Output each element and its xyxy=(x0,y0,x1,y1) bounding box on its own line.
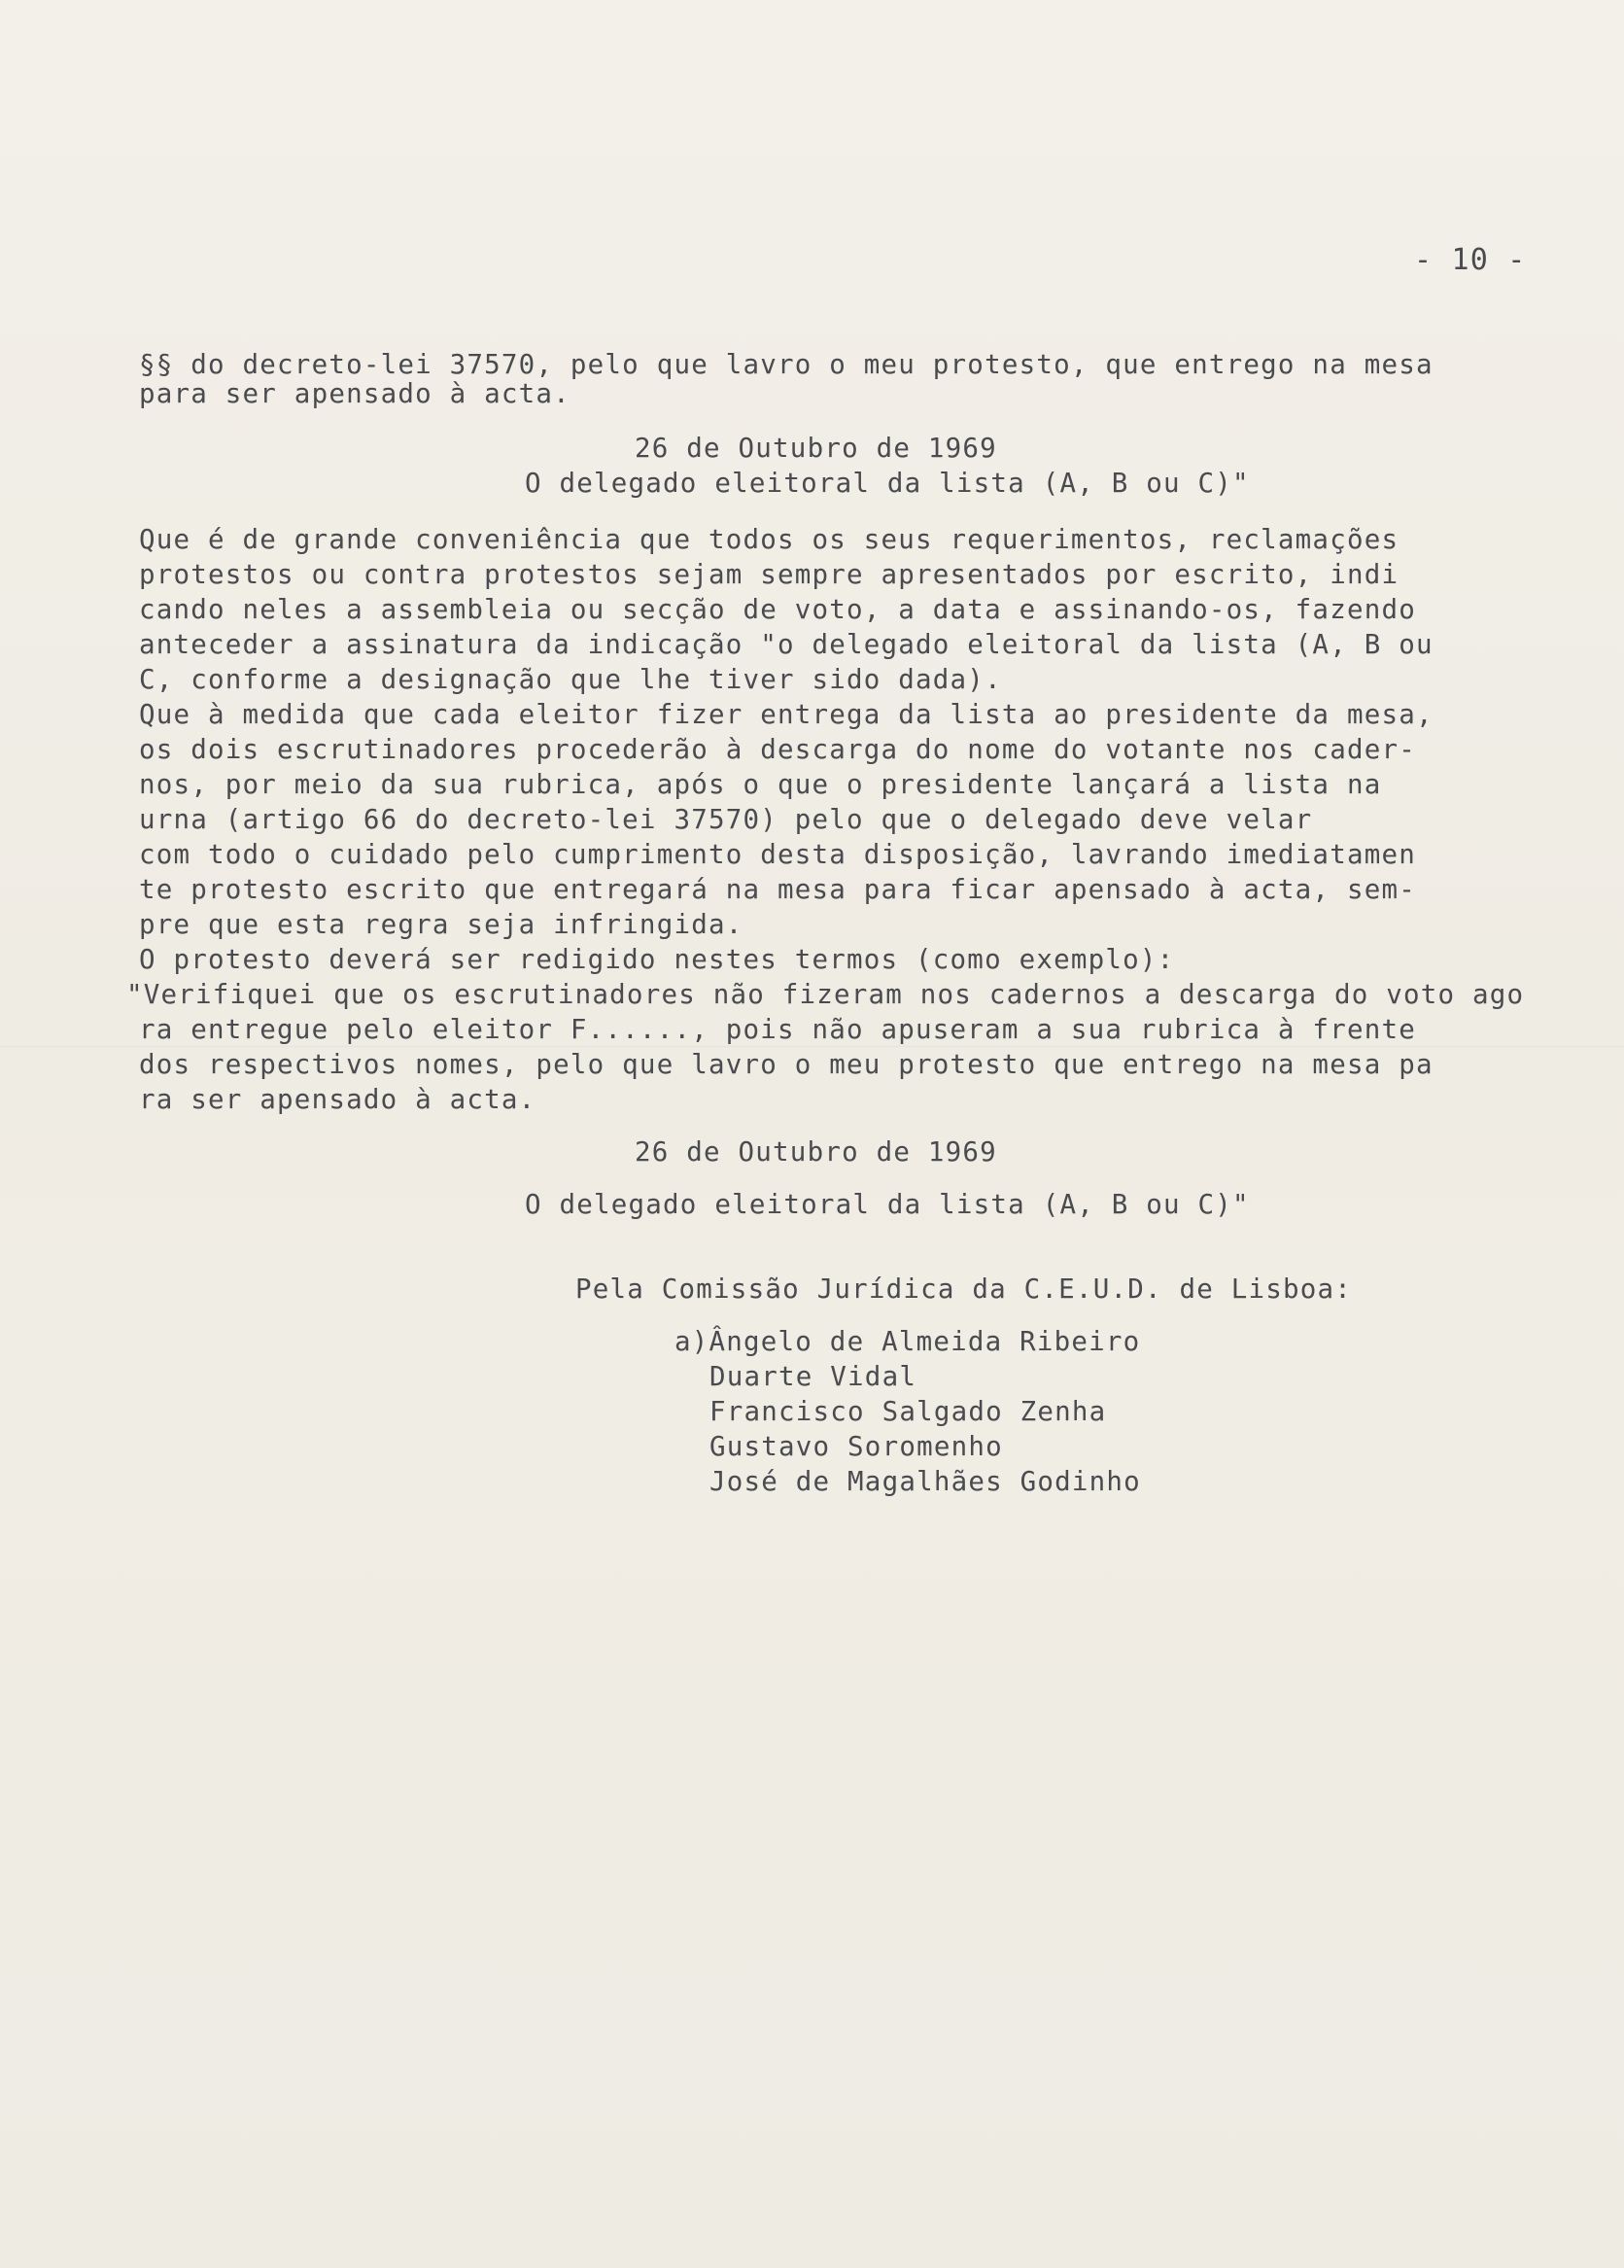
instruction-line: Que é de grande conveniência que todos os seus requerimentos, reclamações xyxy=(139,524,1399,555)
instruction-line: "Verifiquei que os escrutinadores não fizeram nos cadernos a descarga do voto ago xyxy=(126,979,1525,1010)
instruction-line: protestos ou contra protestos sejam sempre apresentados por escrito, indi xyxy=(139,559,1399,590)
instruction-line: cando neles a assembleia ou secção de voto, a data e assinando-os, fazendo xyxy=(139,594,1416,625)
instruction-line: ra ser apensado à acta. xyxy=(139,1084,536,1115)
opening-line: §§ do decreto-lei 37570, pelo que lavro o meu protesto, que entrego na mesa xyxy=(139,349,1434,380)
signatory-name: Duarte Vidal xyxy=(709,1361,917,1392)
instruction-line: pre que esta regra seja infringida. xyxy=(139,909,743,940)
signatory-name: José de Magalhães Godinho xyxy=(709,1466,1141,1497)
example-signature: O delegado eleitoral da lista (A, B ou C)" xyxy=(525,468,1250,499)
instruction-line: nos, por meio da sua rubrica, após o que o presidente lançará a lista na xyxy=(139,769,1382,800)
instruction-line: Que à medida que cada eleitor fizer entrega da lista ao presidente da mesa, xyxy=(139,699,1434,730)
signatory-name: Francisco Salgado Zenha xyxy=(709,1396,1107,1427)
example-date: 26 de Outubro de 1969 xyxy=(635,1136,997,1168)
example-signature: O delegado eleitoral da lista (A, B ou C)" xyxy=(525,1189,1250,1220)
instruction-line: anteceder a assinatura da indicação "o delegado eleitoral da lista (A, B ou xyxy=(139,629,1434,660)
instruction-line: O protesto deverá ser redigido nestes termos (como exemplo): xyxy=(139,944,1175,975)
instruction-line: urna (artigo 66 do decreto-lei 37570) pelo que o delegado deve velar xyxy=(139,804,1313,835)
instruction-line: ra entregue pelo eleitor F......, pois não apuseram a sua rubrica à frente xyxy=(139,1014,1416,1045)
signatory-name: a)Ângelo de Almeida Ribeiro xyxy=(674,1326,1141,1357)
instruction-line: te protesto escrito que entregará na mesa para ficar apensado à acta, sem- xyxy=(139,874,1416,905)
instruction-line: dos respectivos nomes, pelo que lavro o meu protesto que entrego na mesa pa xyxy=(139,1049,1434,1080)
instruction-line: com todo o cuidado pelo cumprimento desta disposição, lavrando imediatamen xyxy=(139,839,1416,870)
opening-line: para ser apensado à acta. xyxy=(139,378,570,409)
closing-intro: Pela Comissão Jurídica da C.E.U.D. de Lisboa: xyxy=(575,1274,1353,1305)
example-date: 26 de Outubro de 1969 xyxy=(635,433,997,464)
page-number: - 10 - xyxy=(1414,243,1527,277)
instruction-line: C, conforme a designação que lhe tiver sido dada). xyxy=(139,664,1002,695)
signatory-name: Gustavo Soromenho xyxy=(709,1431,1003,1462)
instruction-line: os dois escrutinadores procederão à descarga do nome do votante nos cader- xyxy=(139,734,1416,765)
